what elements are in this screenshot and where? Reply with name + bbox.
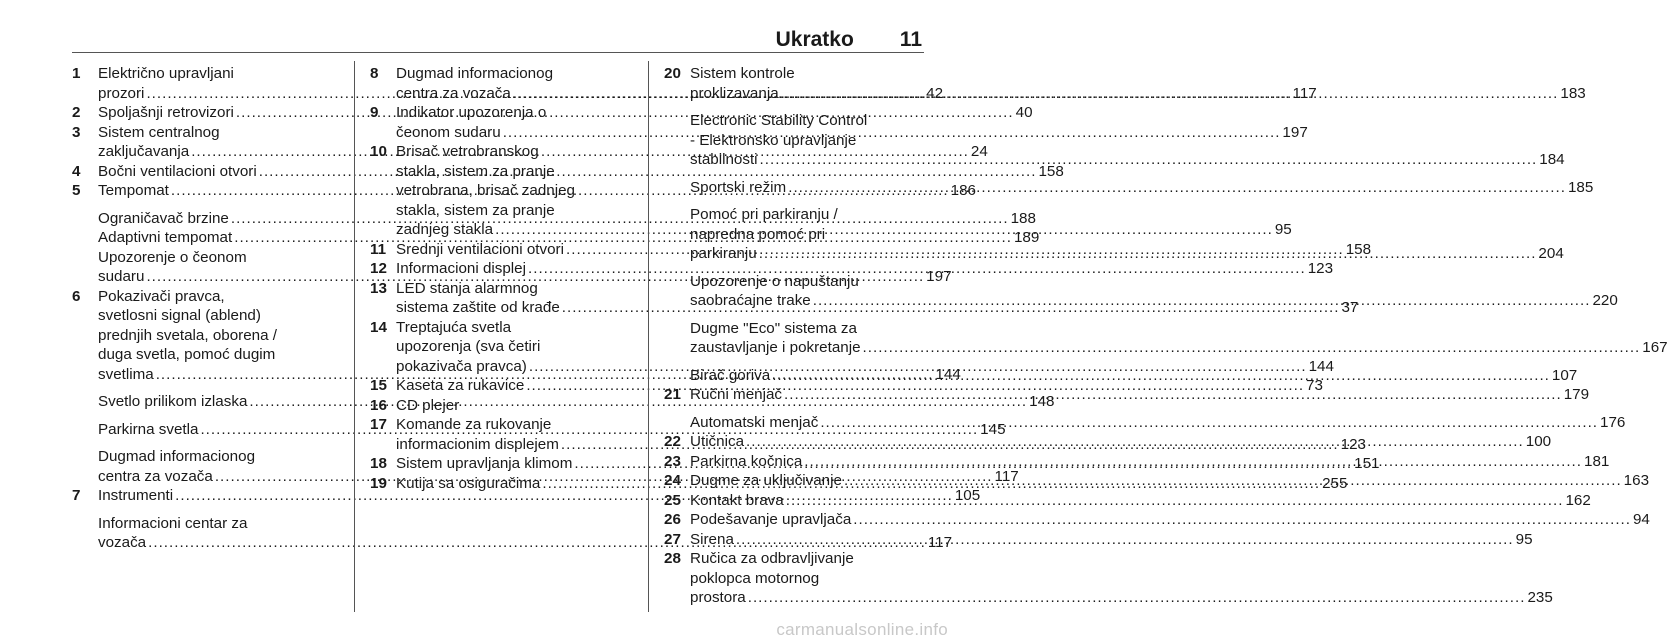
entry-number: 6: [72, 287, 81, 305]
page-reference[interactable]: 100: [1525, 433, 1552, 450]
page-reference[interactable]: 123: [1340, 435, 1366, 453]
index-entry: [664, 510, 1650, 530]
entry-text: Parkirna kočnica: [690, 452, 803, 470]
entry-number: 17: [370, 416, 387, 433]
entry-text: Brisač vetrobranskog: [396, 143, 539, 160]
page-reference[interactable]: 185: [1567, 178, 1594, 196]
page-reference[interactable]: 204: [1538, 245, 1564, 262]
entry-text: Ograničavač brzine: [98, 209, 229, 227]
entry-number: 16: [370, 396, 387, 414]
entry-text: prostora: [690, 589, 746, 606]
entry-text: proklizavanja: [690, 84, 779, 102]
entry-text: Ručni menjač: [690, 386, 783, 403]
entry-text: prozori: [98, 84, 145, 102]
page-reference[interactable]: 40: [1015, 104, 1033, 121]
watermark: carmanualsonline.info: [776, 620, 948, 639]
entry-text: Informacioni displej: [396, 260, 526, 277]
entry-text: - Elektronsko upravljanje: [690, 131, 857, 149]
entry-number: 9: [370, 104, 379, 121]
entry-text: Dugme "Eco" sistema za: [690, 319, 857, 337]
entry-number: 27: [664, 530, 681, 548]
page-reference[interactable]: 235: [1527, 589, 1553, 606]
entry-number: [72, 228, 98, 248]
entry-text: saobraćajne trake: [690, 292, 811, 309]
page-reference[interactable]: 167: [1642, 339, 1668, 356]
entry-number: 10: [370, 143, 387, 160]
entry-number: [72, 514, 98, 553]
leader-dots: [784, 491, 1566, 511]
page-header: [72, 26, 922, 52]
entry-number: 19: [370, 474, 387, 492]
entry-text: Spoljašnji retrovizori: [98, 104, 234, 121]
entry-text: zaustavljanje i pokretanje: [690, 339, 861, 356]
entry-number: 18: [370, 455, 387, 472]
entry-text: parkiranju: [690, 245, 757, 262]
leader-dots: [842, 471, 1624, 491]
entry-text: Sirena: [690, 530, 734, 548]
entry-text: Dugmad informacionog: [396, 65, 554, 82]
entry-text: Komande za rukovanje: [396, 416, 552, 433]
page-reference[interactable]: 117: [994, 467, 1019, 485]
entry-number: [72, 209, 98, 229]
page-reference[interactable]: 123: [1307, 260, 1334, 277]
entry-text: Automatski menjač: [690, 413, 819, 431]
entry-number: 8: [370, 65, 379, 82]
page-reference[interactable]: 95: [1274, 221, 1292, 238]
page-reference[interactable]: 148: [1029, 393, 1055, 410]
entry-number: 26: [664, 511, 681, 528]
page-reference[interactable]: 151: [1354, 455, 1380, 472]
entry-text: svetlima: [98, 365, 154, 383]
page-reference[interactable]: 37: [1341, 299, 1359, 316]
entry-number: [664, 178, 690, 198]
leader-dots: [770, 366, 1552, 386]
entry-text: Podešavanje upravljača: [690, 511, 852, 528]
entry-number: [72, 447, 98, 486]
entry-text: vozača: [98, 534, 147, 551]
entry-text: stakla, sistem za pranje: [396, 162, 555, 180]
entry-text: sistema zaštite od krađe: [396, 299, 560, 316]
page-reference[interactable]: 183: [1560, 84, 1586, 102]
page-reference[interactable]: 176: [1600, 413, 1626, 431]
entry-text: Dugmad informacionog: [98, 448, 256, 465]
page-reference[interactable]: 162: [1565, 491, 1591, 509]
leader-dots: [786, 178, 1568, 198]
entry-number: [72, 392, 98, 412]
entry-text: Utičnica: [690, 433, 745, 450]
page-reference[interactable]: 220: [1592, 292, 1618, 309]
page-reference[interactable]: 255: [1322, 474, 1348, 492]
page-reference[interactable]: 189: [1013, 229, 1040, 246]
entry-text: Electronic Stability Control: [690, 112, 868, 129]
entry-text: Birač goriva: [690, 366, 771, 384]
entry-number: 13: [370, 279, 387, 297]
page-reference[interactable]: 24: [970, 143, 988, 160]
page-reference[interactable]: 94: [1632, 511, 1650, 528]
page-reference[interactable]: 144: [1308, 357, 1334, 375]
entry-text: Treptajuća svetla: [396, 318, 512, 336]
page-reference[interactable]: 197: [1282, 123, 1308, 141]
page-reference[interactable]: 184: [1539, 151, 1565, 168]
entry-text: Svetlo prilikom izlaska: [98, 393, 248, 410]
entry-number: [664, 366, 690, 386]
entry-text: CD plejer: [396, 396, 460, 414]
entry-text: informacionim displejem: [396, 435, 559, 453]
leader-dots: [811, 291, 1593, 311]
entry-text: Sistem kontrole: [690, 65, 795, 82]
leader-dots: [744, 432, 1526, 452]
entry-number: 2: [72, 104, 81, 121]
entry-text: Električno upravljani: [98, 65, 234, 82]
entry-text: Dugme za uključivanje: [690, 472, 842, 489]
entry-number: 20: [664, 65, 681, 82]
index-entry: [664, 319, 1668, 358]
entry-text: Sistem centralnog: [98, 123, 220, 141]
entry-text: centra za vozača: [396, 84, 511, 102]
entry-number: [664, 111, 690, 170]
entry-text: Sportski režim: [690, 178, 787, 196]
entry-text: Bočni ventilacioni otvori: [98, 162, 257, 180]
leader-dots: [746, 588, 1528, 608]
page-number: 11: [899, 28, 922, 51]
entry-text: napredna pomoć pri: [690, 225, 826, 243]
entry-text: LED stanja alarmnog: [396, 279, 538, 297]
page-reference[interactable]: 145: [980, 420, 1006, 438]
page-reference[interactable]: 181: [1584, 452, 1610, 470]
leader-dots: [802, 452, 1584, 472]
entry-number: 23: [664, 452, 681, 470]
page-title: Ukratko: [775, 28, 854, 51]
entry-text: Informacioni centar za: [98, 514, 248, 532]
entry-number: [664, 205, 690, 264]
entry-text: Kontakt brava: [690, 491, 784, 509]
entry-text: stabilnosti: [690, 151, 758, 168]
entry-number: [664, 319, 690, 358]
page-reference[interactable]: 179: [1563, 386, 1590, 403]
entry-text: Upozorenje o čeonom: [98, 248, 247, 266]
entry-number: 24: [664, 472, 681, 489]
page-reference[interactable]: 144: [935, 365, 961, 383]
entry-text: Upozorenje o napuštanju: [690, 272, 859, 290]
entry-text: prednjih svetala, oborena /: [98, 326, 277, 344]
entry-number: 3: [72, 123, 81, 141]
leader-dots: [734, 530, 1516, 550]
entry-text: upozorenja (sva četiri: [396, 338, 541, 355]
page-reference[interactable]: 107: [1551, 366, 1578, 384]
entry-number: 5: [72, 182, 81, 199]
entry-number: 7: [72, 487, 81, 504]
entry-number: [664, 413, 690, 433]
entry-text: zaključavanja: [98, 143, 190, 160]
entry-text: Tempomat: [98, 182, 169, 199]
column-divider: [648, 61, 649, 612]
entry-number: 28: [664, 550, 681, 567]
column-divider: [354, 61, 355, 612]
leader-dots: [757, 244, 1539, 264]
leader-dots: [851, 510, 1633, 530]
page-reference[interactable]: 117: [927, 534, 953, 551]
page-reference[interactable]: 186: [950, 182, 976, 199]
entry-text: Sistem upravljanja klimom: [396, 455, 573, 472]
page-reference[interactable]: 105: [954, 487, 981, 504]
entry-number: 4: [72, 162, 81, 180]
entry-text: duga svetla, pomoć dugim: [98, 346, 276, 363]
page-reference[interactable]: 197: [926, 268, 952, 285]
page-reference[interactable]: 158: [1038, 162, 1064, 180]
entry-text: Instrumenti: [98, 487, 174, 504]
entry-text: Indikator upozorenja o: [396, 104, 547, 121]
entry-number: 15: [370, 377, 387, 394]
page-reference[interactable]: 95: [1515, 530, 1533, 548]
entry-text: sudaru: [98, 268, 145, 285]
entry-number: 1: [72, 65, 81, 82]
entry-number: 14: [370, 318, 387, 336]
entry-text: Srednji ventilacioni otvori: [396, 240, 564, 258]
entry-text: centra za vozača: [98, 467, 213, 485]
entry-number: [664, 272, 690, 311]
entry-text: zadnjeg stakla: [396, 221, 494, 238]
entry-number: [72, 420, 98, 440]
entry-text: stakla, sistem za pranje: [396, 201, 555, 219]
entry-text: vetrobrana, brisač zadnjeg: [396, 182, 575, 199]
entry-text: Kutija sa osiguračima: [396, 474, 541, 492]
page-reference[interactable]: 158: [1345, 240, 1372, 258]
entry-text: Adaptivni tempomat: [98, 229, 233, 246]
entry-text: pokazivača pravca): [396, 357, 527, 375]
entry-text: Kaseta za rukavice: [396, 377, 525, 394]
entry-text: Pokazivači pravca,: [98, 287, 225, 305]
entry-text: čeonom sudaru: [396, 123, 501, 141]
leader-dots: [818, 413, 1600, 433]
entry-text: Pomoć pri parkiranju /: [690, 206, 838, 223]
index-entry: [664, 549, 1553, 608]
index-entry: [370, 396, 632, 416]
entry-number: [72, 248, 98, 287]
entry-number: 22: [664, 433, 681, 450]
leader-dots: [782, 385, 1564, 405]
page-reference[interactable]: 117: [1292, 84, 1317, 102]
page-reference[interactable]: 42: [926, 84, 944, 102]
header-rule: [72, 52, 924, 53]
entry-text: svetlosni signal (ablend): [98, 307, 261, 324]
page-reference[interactable]: 188: [1010, 209, 1036, 227]
entry-number: 11: [370, 240, 387, 258]
entry-text: poklopca motornog: [690, 569, 820, 587]
entry-number: 12: [370, 260, 387, 277]
page-reference[interactable]: 163: [1623, 472, 1650, 489]
page-reference[interactable]: 73: [1306, 377, 1323, 394]
leader-dots: [758, 150, 1540, 170]
entry-text: Parkirna svetla: [98, 420, 199, 438]
entry-number: 21: [664, 386, 681, 403]
entry-number: 25: [664, 491, 681, 509]
entry-text: Ručica za odbravljivanje: [690, 550, 854, 567]
leader-dots: [861, 338, 1643, 358]
leader-dots: [779, 84, 1561, 104]
